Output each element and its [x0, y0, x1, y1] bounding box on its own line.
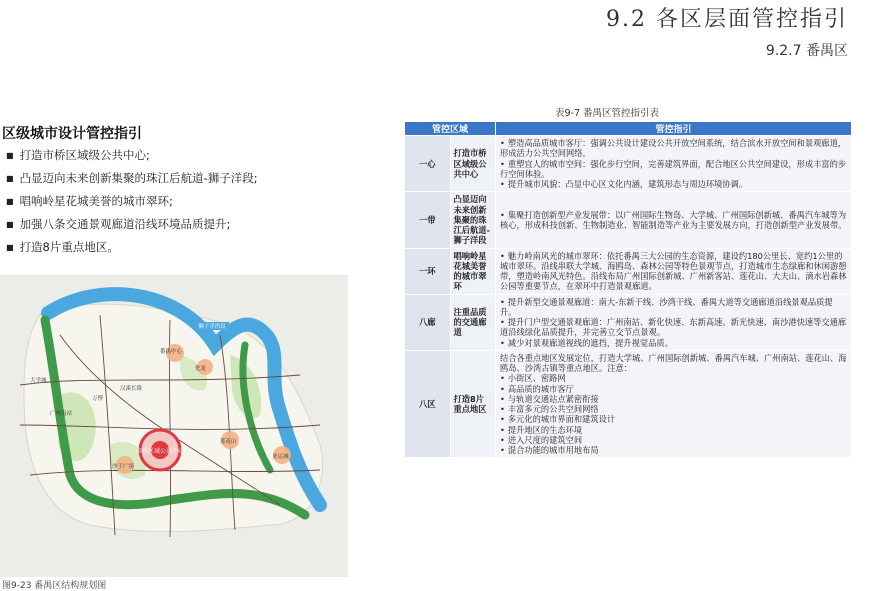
page-title: 9.2 各区层面管控指引 [606, 7, 848, 32]
row-area: 打造市桥区域级公共中心 [450, 136, 496, 192]
guideline-text: • 集聚打造创新型产业发展带：以广州国际生物岛、大学城、广州国际创新城、番禺汽车城等为核心，形成科技创新、生物制造业、智能制造等产业为主要发展方向，打造创新型产业发展带。 [500, 210, 847, 231]
guideline-text: • 与轨道交通站点紧密衔接 [500, 394, 847, 404]
node-label: 万博 [92, 396, 104, 402]
row-area: 注重品质的交通廊道 [450, 294, 496, 350]
map-svg [0, 275, 348, 577]
column-header-area: 管控区域 [405, 122, 496, 136]
node-label: 广州南站 [50, 411, 73, 417]
guideline-text: • 魅力岭南风光的城市翠环：依托番禺三大公园的生态资源，建设约180公里长、宽约1公里的城市翠环。沿线串联大学城、海鸥岛、森林公园等特色景观节点，打造城市生态绿廊和休闲游憩带，塑造岭南风光特色。沿线布局广州国际创新城、广州新客站、莲花山、大夫山、滴水岩森林公园等重要节点，在翠环中打造景观廊道。 [500, 251, 847, 292]
guideline-text: • 重塑宜人的城市空间：强化步行空间，完善建筑界面，配合地区公共空间建设，形成丰富的步行空间体验。 [500, 159, 847, 180]
node-label: 莲花山 [220, 439, 237, 445]
row-area: 打造8片重点地区 [450, 350, 496, 458]
structure-map [0, 275, 348, 577]
guideline-text: • 提升新型交通景观廊道：南大-东新干线、沙湾干线、番禺大道等交通廊道沿线景观品质提升。 [500, 297, 847, 318]
node-label: 番禺中心 [160, 349, 183, 355]
map-caption: 图9-23 番禺区结构规划图 [2, 581, 107, 591]
guideline-text: • 高品质的城市客厅 [500, 384, 847, 394]
guideline-text: • 提升城市风貌：凸显中心区文化内涵，建筑形态与周边环境协调。 [500, 179, 847, 189]
node-label: 亚运城 [272, 454, 289, 460]
guideline-text: • 减少对景观廊道视线的遮挡，提升视觉品质。 [500, 338, 847, 348]
guideline-text: • 多元化的城市界面和建筑设计 [500, 414, 847, 424]
table-row [405, 294, 852, 350]
row-tag: 八廊 [405, 294, 451, 350]
guideline-item: ■ 凸显迈向未来创新集聚的珠江后航道-狮子洋段; [6, 168, 258, 191]
row-guideline [496, 192, 852, 248]
guideline-item: ■ 加强八条交通景观廊道沿线环境品质提升; [6, 214, 258, 237]
guideline-intro: 结合各重点地区发展定位，打造大学城、广州国际创新城、番禺汽车城、广州南站、莲花山、海鸥岛、沙湾古镇等重点地区。注意： [500, 352, 847, 373]
row-tag: 八区 [405, 350, 451, 458]
center-label: 市桥区域公共中心 [135, 448, 185, 455]
row-guideline [496, 248, 852, 294]
row-guideline [496, 136, 852, 192]
row-guideline [496, 350, 852, 458]
left-heading: 区级城市设计管控指引 [2, 126, 142, 142]
table-caption: 表9-7 番禺区管控指引表 [555, 108, 660, 119]
control-table [404, 121, 852, 458]
river-label: 狮子洋湾段 [198, 324, 226, 330]
row-tag: 一带 [405, 192, 451, 248]
node-label: 化龙 [195, 366, 207, 372]
guideline-text: • 提升门户型交通景观廊道：广州南站、新化快速、东新高速、新光快速、南沙港快速等交通廊道沿线绿化品质提升，并完善立交节点景观。 [500, 317, 847, 338]
node-label: 沙子广场 [112, 464, 135, 470]
row-tag: 一环 [405, 248, 451, 294]
table-row [405, 248, 852, 294]
guideline-item: ■ 打造市桥区域级公共中心; [6, 145, 258, 168]
table-header-row [405, 122, 852, 136]
guideline-item: ■ 打造8片重点地区。 [6, 237, 258, 260]
guideline-text: • 提升地区的生态环境 [500, 425, 847, 435]
column-header-guideline: 管控指引 [496, 122, 852, 136]
guideline-text: • 塑造高品质城市客厅：强调公共设计建设公共开放空间系统，结合滨水开放空间和景观廊道，形成活力公共空间网络。 [500, 138, 847, 159]
node-label: 大学城 [30, 378, 47, 384]
row-area: 凸显迈向未来创新集聚的珠江后航道-狮子洋段 [450, 192, 496, 248]
guideline-text: • 丰富多元的公共空间网络 [500, 404, 847, 414]
guideline-text: • 小街区、密路网 [500, 373, 847, 383]
table-row [405, 350, 852, 458]
table-row [405, 136, 852, 192]
guideline-text: • 进入尺度的建筑空间 [500, 435, 847, 445]
guideline-item: ■ 唱响岭星花城美誉的城市翠环; [6, 191, 258, 214]
table-row [405, 192, 852, 248]
guideline-text: • 混合功能的城市用地布局 [500, 445, 847, 455]
page-subtitle: 9.2.7 番禺区 [765, 43, 848, 59]
node-label: 汉溪长隆 [120, 386, 143, 392]
row-guideline [496, 294, 852, 350]
guideline-list [6, 145, 258, 260]
row-tag: 一心 [405, 136, 451, 192]
row-area: 唱响岭星花城美誉的城市翠环 [450, 248, 496, 294]
